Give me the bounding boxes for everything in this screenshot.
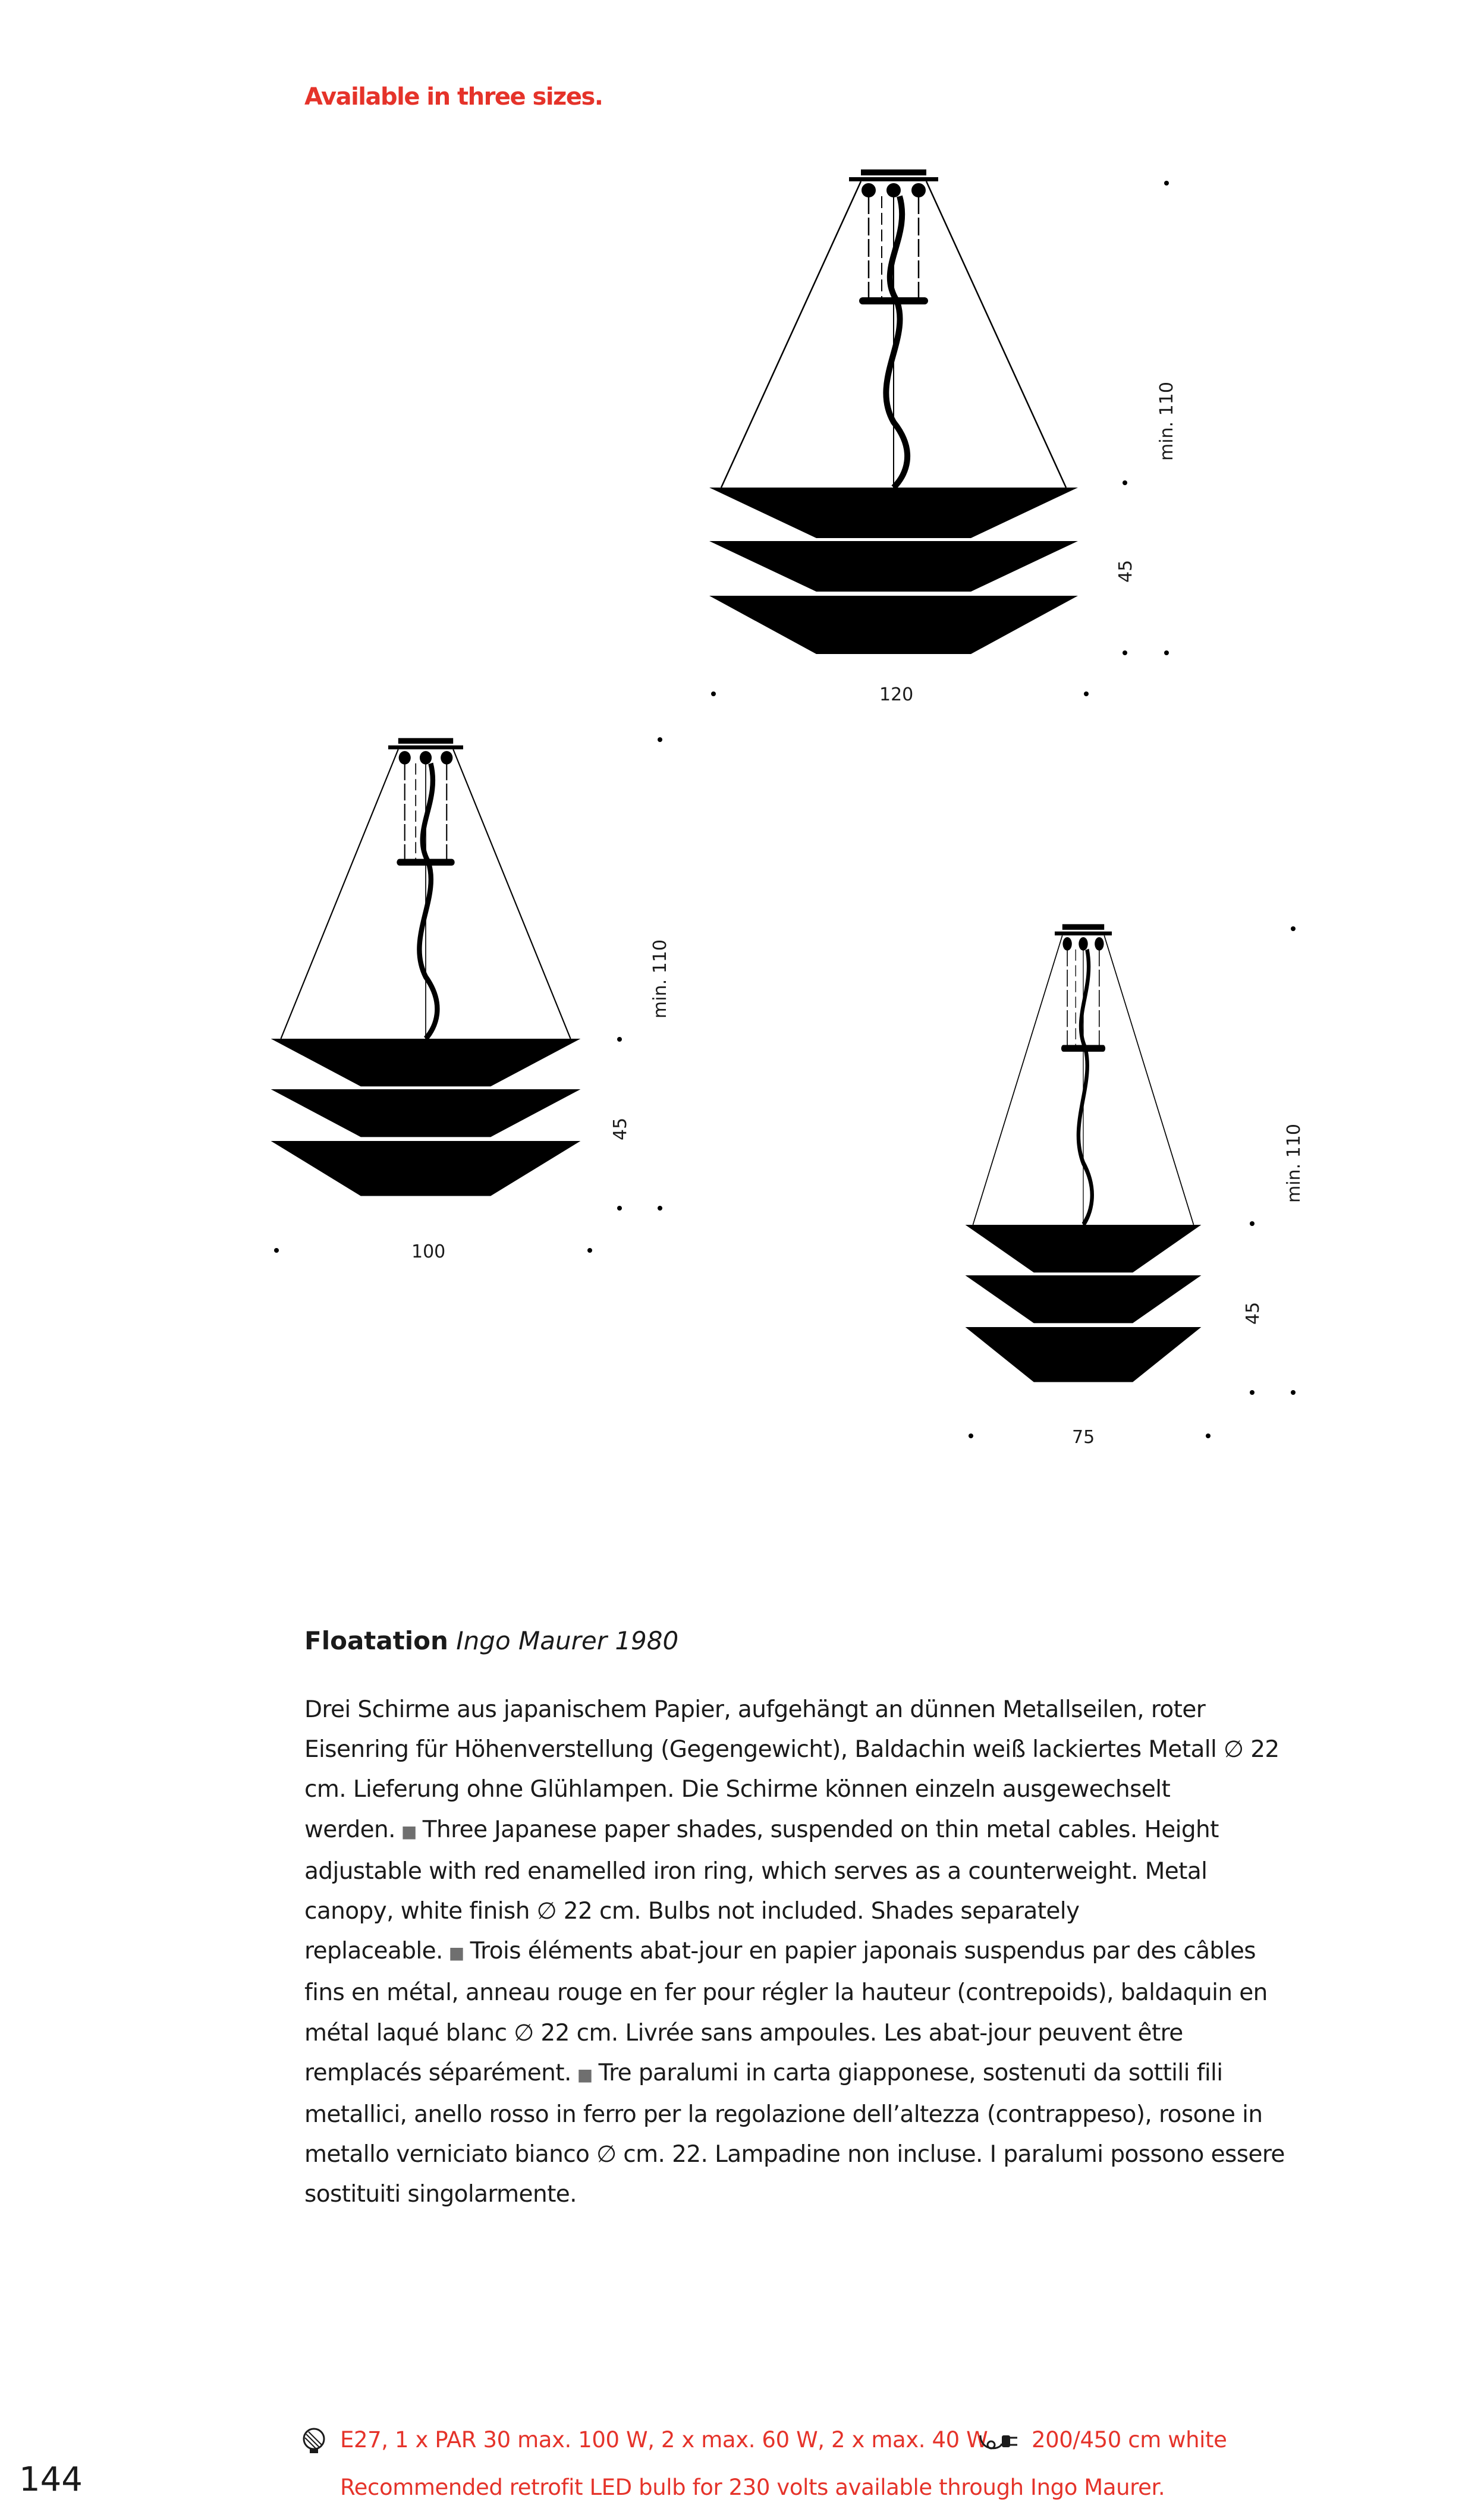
lamp-medium-drawing bbox=[271, 738, 581, 1196]
page-number: 144 bbox=[19, 2460, 83, 2499]
separator-icon: ■ bbox=[401, 1821, 417, 1841]
separator-icon: ■ bbox=[577, 2064, 593, 2085]
height-label-small: 45 bbox=[1243, 1302, 1263, 1325]
cable-label-small: min. 110 bbox=[1284, 1124, 1304, 1203]
description-en: Three Japanese paper shades, suspended on thin metal cables. Height adjustable with red enamelled iron ring, which serves as a counterweight. Metal canopy, white finish ∅ 22 cm. Bulbs not included. Shades separately replaceable. bbox=[304, 1816, 1219, 1965]
height-label-medium: 45 bbox=[610, 1117, 631, 1140]
led-note: Recommended retrofit LED bulb for 230 volts available through Ingo Maurer. bbox=[340, 2475, 1165, 2500]
product-title bbox=[304, 1626, 678, 1655]
height-label-large: 45 bbox=[1115, 559, 1136, 583]
separator-icon: ■ bbox=[448, 1943, 464, 1963]
width-label-medium: 100 bbox=[411, 1241, 446, 1262]
description-de: Drei Schirme aus japanischem Papier, aufgehängt an dünnen Metallseilen, roter Eisenring für Höhenverstellung (Gegengewicht), Baldachin weiß lackiertes Metall ∅ 22 cm. Lieferung ohne Glühlampen. Die Schirme können einzeln ausgewechselt werden. bbox=[304, 1696, 1279, 1843]
cord-spec-text: 200/450 cm white bbox=[1032, 2427, 1227, 2453]
cable-label-medium: min. 110 bbox=[650, 939, 671, 1018]
description-it: Tre paralumi in carta giapponese, sostenuti da sottili fili metallici, anello rosso in ferro per la regolazione dell’altezza (contrappeso), rosone in metallo verniciato bianco ∅ cm. 22. Lampadine non incluse. I paralumi possono essere sostituiti singolarmente. bbox=[304, 2059, 1285, 2208]
bulb-spec bbox=[340, 2427, 988, 2453]
bulb-icon bbox=[300, 2427, 328, 2454]
cord-spec bbox=[1032, 2427, 1227, 2453]
bulb-spec-text: E27, 1 x PAR 30 max. 100 W, 2 x max. 60 W, 2 x max. 40 W bbox=[340, 2427, 988, 2453]
cord-plug-icon bbox=[978, 2427, 1026, 2454]
headline: Available in three sizes. bbox=[304, 83, 603, 111]
cable-label-large: min. 110 bbox=[1156, 382, 1177, 461]
description bbox=[304, 1690, 1285, 2215]
lamp-small-drawing bbox=[966, 924, 1202, 1382]
width-label-large: 120 bbox=[879, 684, 914, 705]
lamp-large-drawing bbox=[709, 169, 1078, 654]
product-name: Floatation bbox=[304, 1626, 448, 1655]
product-designer: Ingo Maurer 1980 bbox=[456, 1626, 679, 1655]
description-fr: Trois éléments abat-jour en papier japonais suspendus par des câbles fins en métal, anneau rouge en fer pour régler la hauteur (contrepoids), baldaquin en métal laqué blanc ∅ 22 cm. Livrée sans ampoules. Les abat-jour peuvent être remplacés séparément. bbox=[304, 1938, 1268, 2086]
width-label-small: 75 bbox=[1072, 1427, 1095, 1448]
